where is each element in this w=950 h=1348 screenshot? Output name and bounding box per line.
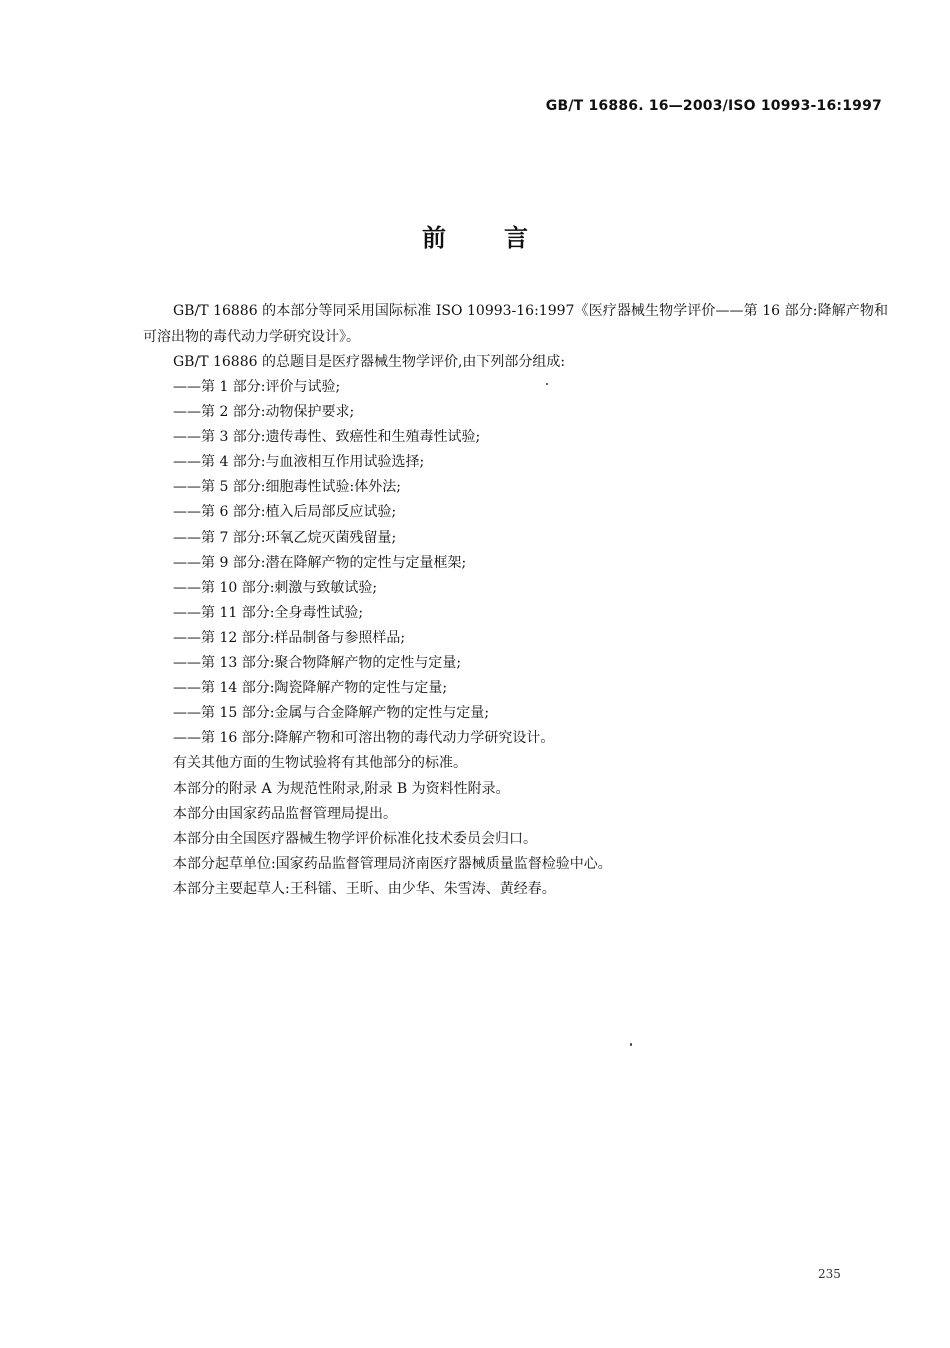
list-item: ——第 3 部分:遗传毒性、致癌性和生殖毒性试验; [173,429,481,446]
proposer-note: 本部分由国家药品监督管理局提出。 [173,805,397,822]
list-item: ——第 9 部分:潜在降解产物的定性与定量框架; [173,554,467,571]
page-title: 前言 [422,224,586,252]
drafting-unit-note: 本部分起草单位:国家药品监督管理局济南医疗器械质量监督检验中心。 [173,855,612,872]
list-item: ——第 10 部分:刺激与致敏试验; [173,579,378,596]
list-item: ——第 13 部分:聚合物降解产物的定性与定量; [173,655,462,672]
scan-speck [630,1043,632,1046]
scan-speck [546,383,548,385]
list-item: ——第 16 部分:降解产物和可溶出物的毒代动力学研究设计。 [173,730,555,747]
list-item: ——第 11 部分:全身毒性试验; [173,604,364,621]
list-item: ——第 7 部分:环氧乙烷灭菌残留量; [173,529,397,546]
parts-list [143,375,888,751]
page-number: 235 [818,1267,841,1281]
list-item: ——第 5 部分:细胞毒性试验:体外法; [173,479,401,496]
list-item: ——第 12 部分:样品制备与参照样品; [173,629,406,646]
other-tests-note: 有关其他方面的生物试验将有其他部分的标准。 [173,755,467,772]
list-item: ——第 2 部分:动物保护要求; [173,404,355,421]
committee-note: 本部分由全国医疗器械生物学评价标准化技术委员会归口。 [173,830,537,847]
list-item: ——第 14 部分:陶瓷降解产物的定性与定量; [173,680,448,697]
foreword-body [143,298,888,902]
list-item: ——第 15 部分:金属与合金降解产物的定性与定量; [173,705,490,722]
intro-paragraph-adoption: GB/T 16886 的本部分等同采用国际标准 ISO 10993-16:1997《医疗器械生物学评价——第 16 部分:降解产物和可溶出物的毒代动力学研究设计》。 [143,303,888,345]
intro-paragraph-composition: GB/T 16886 的总题目是医疗器械生物学评价,由下列部分组成: [173,354,566,370]
list-item: ——第 1 部分:评价与试验; [173,379,341,395]
list-item: ——第 4 部分:与血液相互作用试验选择; [173,454,425,471]
drafters-note: 本部分主要起草人:王科镭、王昕、由少华、朱雪涛、黄经春。 [173,880,556,897]
annex-note: 本部分的附录 A 为规范性附录,附录 B 为资料性附录。 [173,780,510,797]
list-item: ——第 6 部分:植入后局部反应试验; [173,504,397,521]
standard-number-header: GB/T 16886. 16—2003/ISO 10993-16:1997 [545,98,882,114]
